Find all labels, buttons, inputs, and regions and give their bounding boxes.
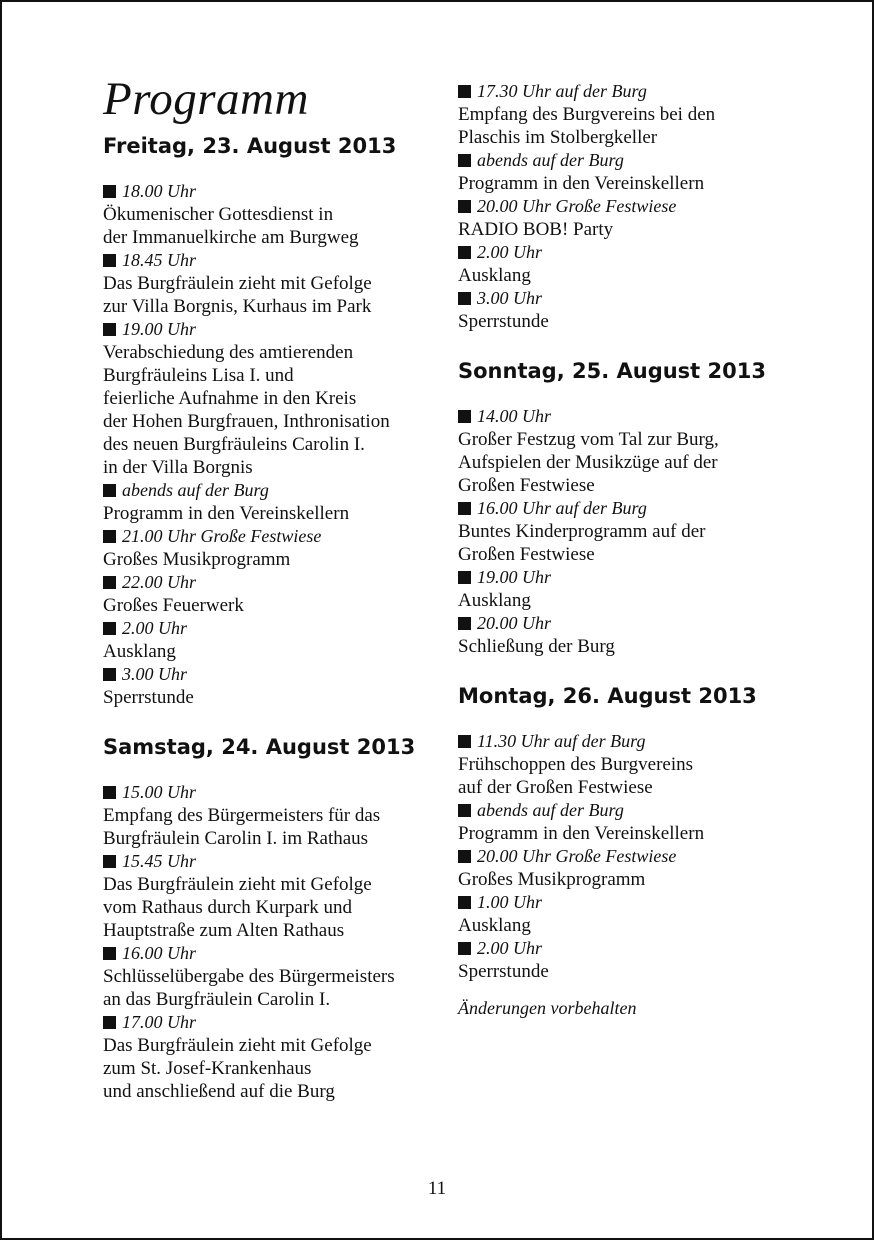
square-bullet-icon — [458, 850, 471, 863]
item-time: 20.00 Uhr Große Festwiese — [477, 196, 677, 216]
program-item — [458, 845, 788, 891]
item-time: abends auf der Burg — [477, 150, 624, 170]
day-section-friday — [103, 132, 433, 709]
square-bullet-icon — [458, 896, 471, 909]
item-time: 15.45 Uhr — [122, 851, 197, 871]
square-bullet-icon — [103, 185, 116, 198]
program-item — [458, 497, 788, 566]
program-item — [103, 1011, 433, 1103]
item-description: Großes Feuerwerk — [103, 595, 244, 616]
item-time: 22.00 Uhr — [122, 572, 197, 592]
item-description: Das Burgfräulein zieht mit Gefolge zur Villa Borgnis, Kurhaus im Park — [103, 273, 372, 317]
square-bullet-icon — [103, 1016, 116, 1029]
program-item — [458, 405, 788, 497]
item-description: Programm in den Vereinskellern — [458, 823, 705, 844]
square-bullet-icon — [458, 154, 471, 167]
item-time: 16.00 Uhr — [122, 943, 197, 963]
item-time: 15.00 Uhr — [122, 782, 197, 802]
program-item — [103, 850, 433, 942]
item-description: Buntes Kinderprogramm auf der Großen Festwiese — [458, 521, 706, 565]
item-description: Schließung der Burg — [458, 636, 615, 657]
item-description: Verabschiedung des amtierenden Burgfräuleins Lisa I. und feierliche Aufnahme in den Kreis der Hohen Burgfrauen, Inthronisation des neuen Burgfräuleins Carolin I. in der Villa Borgnis — [103, 342, 390, 478]
day-section-monday — [458, 682, 788, 1020]
square-bullet-icon — [103, 576, 116, 589]
item-time: 20.00 Uhr — [477, 613, 552, 633]
square-bullet-icon — [103, 323, 116, 336]
square-bullet-icon — [458, 735, 471, 748]
program-item — [103, 942, 433, 1011]
square-bullet-icon — [458, 246, 471, 259]
square-bullet-icon — [458, 804, 471, 817]
item-description: Programm in den Vereinskellern — [103, 503, 350, 524]
item-time: 14.00 Uhr — [477, 406, 552, 426]
item-description: Großes Musikprogramm — [103, 549, 291, 570]
item-time: 18.00 Uhr — [122, 181, 197, 201]
item-description: Großer Festzug vom Tal zur Burg, Aufspielen der Musikzüge auf der Großen Festwiese — [458, 429, 719, 496]
square-bullet-icon — [103, 855, 116, 868]
item-time: 21.00 Uhr Große Festwiese — [122, 526, 322, 546]
day-heading: Freitag, 23. August 2013 — [103, 134, 397, 158]
item-time: 3.00 Uhr — [122, 664, 188, 684]
program-item — [103, 663, 433, 709]
item-time: 16.00 Uhr auf der Burg — [477, 498, 647, 518]
item-time: 19.00 Uhr — [122, 319, 197, 339]
program-item — [458, 612, 788, 658]
item-time: abends auf der Burg — [122, 480, 269, 500]
program-item — [458, 566, 788, 612]
item-description: Empfang des Burgvereins bei den Plaschis im Stolbergkeller — [458, 104, 716, 148]
day-section-saturday-continued — [458, 80, 788, 333]
item-time: 2.00 Uhr — [477, 242, 543, 262]
square-bullet-icon — [103, 786, 116, 799]
item-description: Empfang des Bürgermeisters für das Burgfräulein Carolin I. im Rathaus — [103, 805, 381, 849]
item-description: Schlüsselübergabe des Bürgermeisters an das Burgfräulein Carolin I. — [103, 966, 395, 1010]
item-description: Ausklang — [458, 915, 531, 936]
item-time: 1.00 Uhr — [477, 892, 543, 912]
program-item — [458, 149, 788, 195]
program-item — [103, 318, 433, 479]
program-item — [458, 195, 788, 241]
item-time: 19.00 Uhr — [477, 567, 552, 587]
item-description: Ausklang — [103, 641, 176, 662]
day-heading: Sonntag, 25. August 2013 — [458, 359, 766, 383]
item-description: Frühschoppen des Burgvereins auf der Großen Festwiese — [458, 754, 694, 798]
item-description: Sperrstunde — [103, 687, 194, 708]
square-bullet-icon — [103, 530, 116, 543]
item-description: RADIO BOB! Party — [458, 219, 614, 240]
square-bullet-icon — [103, 947, 116, 960]
program-item — [458, 891, 788, 937]
square-bullet-icon — [103, 668, 116, 681]
item-description: Großes Musikprogramm — [458, 869, 646, 890]
square-bullet-icon — [458, 942, 471, 955]
right-column — [458, 80, 788, 1044]
item-description: Sperrstunde — [458, 961, 549, 982]
square-bullet-icon — [458, 502, 471, 515]
program-item — [458, 937, 788, 983]
changes-note: Änderungen vorbehalten — [458, 998, 637, 1018]
item-description: Das Burgfräulein zieht mit Gefolge vom Rathaus durch Kurpark und Hauptstraße zum Alten Rathaus — [103, 874, 372, 941]
square-bullet-icon — [458, 85, 471, 98]
program-item — [458, 241, 788, 287]
item-time: 2.00 Uhr — [477, 938, 543, 958]
program-item — [458, 730, 788, 799]
day-section-sunday — [458, 357, 788, 658]
program-item — [458, 287, 788, 333]
square-bullet-icon — [458, 410, 471, 423]
item-description: Ökumenischer Gottesdienst in der Immanuelkirche am Burgweg — [103, 204, 359, 248]
program-item — [103, 617, 433, 663]
program-item — [103, 249, 433, 318]
item-time: 2.00 Uhr — [122, 618, 188, 638]
day-heading: Montag, 26. August 2013 — [458, 684, 757, 708]
item-description: Programm in den Vereinskellern — [458, 173, 705, 194]
item-time: 18.45 Uhr — [122, 250, 197, 270]
item-description: Ausklang — [458, 265, 531, 286]
program-item — [103, 180, 433, 249]
program-item — [458, 80, 788, 149]
program-item — [103, 781, 433, 850]
program-item — [103, 571, 433, 617]
page-number: 11 — [427, 1178, 447, 1199]
day-section-saturday — [103, 733, 433, 1103]
square-bullet-icon — [458, 617, 471, 630]
program-item — [458, 799, 788, 845]
item-time: 3.00 Uhr — [477, 288, 543, 308]
item-time: 11.30 Uhr auf der Burg — [477, 731, 646, 751]
square-bullet-icon — [458, 292, 471, 305]
item-time: 17.00 Uhr — [122, 1012, 197, 1032]
square-bullet-icon — [458, 571, 471, 584]
item-time: abends auf der Burg — [477, 800, 624, 820]
item-time: 17.30 Uhr auf der Burg — [477, 81, 647, 101]
item-description: Sperrstunde — [458, 311, 549, 332]
item-time: 20.00 Uhr Große Festwiese — [477, 846, 677, 866]
square-bullet-icon — [103, 484, 116, 497]
square-bullet-icon — [458, 200, 471, 213]
program-item — [103, 525, 433, 571]
item-description: Das Burgfräulein zieht mit Gefolge zum St. Josef-Krankenhaus und anschließend auf die Burg — [103, 1035, 372, 1102]
item-description: Ausklang — [458, 590, 531, 611]
page-title: Programm — [103, 73, 309, 125]
day-heading: Samstag, 24. August 2013 — [103, 735, 416, 759]
left-column — [103, 72, 433, 1127]
square-bullet-icon — [103, 622, 116, 635]
square-bullet-icon — [103, 254, 116, 267]
program-item — [103, 479, 433, 525]
